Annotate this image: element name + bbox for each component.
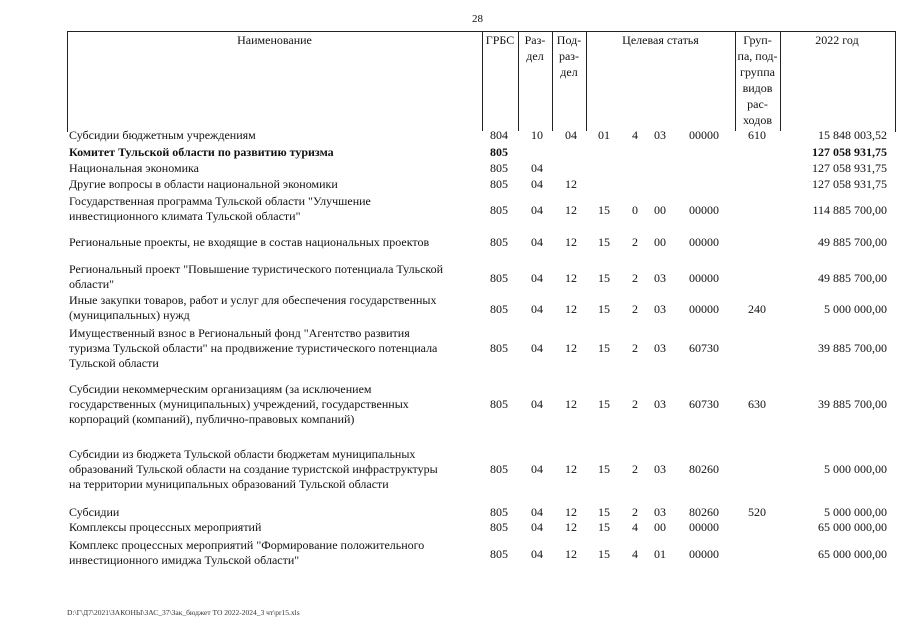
cell-podrazdel: 12 <box>565 271 577 285</box>
cell-cs1: 15 <box>598 520 610 534</box>
cell-sum: 15 848 003,52 <box>818 128 887 142</box>
cell-cs1: 15 <box>598 203 610 217</box>
row-name: Государственная программа Тульской области "Улучшение инвестиционного климата Тульской области" <box>69 194 371 223</box>
cell-podrazdel: 12 <box>565 397 577 411</box>
row-name: Региональный проект "Повышение туристического потенциала Тульской области" <box>69 262 444 291</box>
table-row <box>0 262 905 295</box>
cell-sum: 65 000 000,00 <box>818 547 887 561</box>
cell-podrazdel: 04 <box>565 128 577 142</box>
table-row <box>0 326 905 371</box>
cell-grbs: 805 <box>490 505 508 519</box>
cell-cs3: 00 <box>654 520 666 534</box>
cell-cs1: 15 <box>598 397 610 411</box>
table-row <box>0 382 905 427</box>
cell-razdel: 04 <box>531 520 543 534</box>
cell-grbs: 805 <box>490 235 508 249</box>
cell-cs1: 15 <box>598 462 610 476</box>
footer-file-path: D:\Г\Д7\2021\ЗАКОНЫ\ЗАС_37\Зак_бюджет ТО 2022-2024_3 чт\pr15.xls <box>67 608 300 617</box>
cell-cs2: 0 <box>632 203 638 217</box>
cell-sum: 39 885 700,00 <box>818 341 887 355</box>
cell-razdel: 04 <box>531 271 543 285</box>
cell-grbs: 805 <box>490 145 508 159</box>
cell-cs4: 00000 <box>689 128 719 142</box>
cell-grbs: 805 <box>490 397 508 411</box>
cell-grbs: 805 <box>490 547 508 561</box>
row-name: Субсидии бюджетным учреждениям <box>69 128 256 142</box>
cell-cs4: 00000 <box>689 271 719 285</box>
cell-cs3: 03 <box>654 341 666 355</box>
cell-grbs: 805 <box>490 203 508 217</box>
header-grbs: ГРБС <box>485 33 515 47</box>
cell-vid: 610 <box>748 128 766 142</box>
header-razdel: Раз- дел <box>524 33 546 63</box>
cell-sum: 49 885 700,00 <box>818 235 887 249</box>
cell-cs1: 15 <box>598 235 610 249</box>
row-name: Субсидии некоммерческим организациям (за исключением государственных (муниципальных) учреждений, государственных корпораций (компаний), публично-правовых компаний) <box>69 382 409 426</box>
cell-sum: 127 058 931,75 <box>812 161 887 175</box>
cell-grbs: 804 <box>490 128 508 142</box>
cell-cs2: 2 <box>632 341 638 355</box>
cell-cs3: 01 <box>654 547 666 561</box>
cell-cs1: 15 <box>598 271 610 285</box>
cell-sum: 65 000 000,00 <box>818 520 887 534</box>
table-row <box>0 161 905 176</box>
cell-grbs: 805 <box>490 341 508 355</box>
table-row <box>0 128 905 143</box>
table-row <box>0 293 905 326</box>
cell-podrazdel: 12 <box>565 462 577 476</box>
cell-podrazdel: 12 <box>565 341 577 355</box>
cell-sum: 5 000 000,00 <box>824 302 887 316</box>
cell-razdel: 04 <box>531 547 543 561</box>
row-name: Иные закупки товаров, работ и услуг для обеспечения государственных (муниципальных) нужд <box>69 293 437 322</box>
cell-cs2: 2 <box>632 302 638 316</box>
cell-grbs: 805 <box>490 462 508 476</box>
cell-grbs: 805 <box>490 302 508 316</box>
cell-cs4: 60730 <box>689 397 719 411</box>
header-podrazdel: Под- раз- дел <box>556 33 582 79</box>
cell-cs3: 03 <box>654 462 666 476</box>
row-name: Национальная экономика <box>69 161 199 175</box>
cell-cs1: 01 <box>598 128 610 142</box>
cell-cs4: 00000 <box>689 203 719 217</box>
row-name: Субсидии <box>69 505 120 519</box>
cell-podrazdel: 12 <box>565 177 577 191</box>
row-name: Комплексы процессных мероприятий <box>69 520 262 534</box>
cell-cs4: 00000 <box>689 547 719 561</box>
cell-cs3: 03 <box>654 271 666 285</box>
cell-cs4: 60730 <box>689 341 719 355</box>
cell-sum: 49 885 700,00 <box>818 271 887 285</box>
cell-cs3: 00 <box>654 203 666 217</box>
cell-vid: 630 <box>748 397 766 411</box>
cell-razdel: 04 <box>531 397 543 411</box>
cell-podrazdel: 12 <box>565 302 577 316</box>
cell-vid: 240 <box>748 302 766 316</box>
cell-cs1: 15 <box>598 341 610 355</box>
header-celevaya-statya: Целевая статья <box>622 33 699 47</box>
cell-sum: 5 000 000,00 <box>824 505 887 519</box>
row-name: Имущественный взнос в Региональный фонд "Агентство развития туризма Тульской области" на продвижение туристического потенциала Тульской области <box>69 326 438 370</box>
cell-razdel: 04 <box>531 203 543 217</box>
cell-cs4: 00000 <box>689 520 719 534</box>
cell-cs2: 2 <box>632 271 638 285</box>
cell-razdel: 04 <box>531 161 543 175</box>
table-row <box>0 538 905 571</box>
table-row <box>0 520 905 535</box>
cell-grbs: 805 <box>490 520 508 534</box>
cell-podrazdel: 12 <box>565 203 577 217</box>
cell-cs3: 03 <box>654 505 666 519</box>
cell-cs2: 4 <box>632 547 638 561</box>
header-vid-rashodov: Груп- па, под- группа видов рас- ходов <box>737 33 778 127</box>
cell-cs1: 15 <box>598 547 610 561</box>
page-number: 28 <box>472 13 483 25</box>
cell-cs3: 03 <box>654 397 666 411</box>
cell-cs2: 2 <box>632 462 638 476</box>
table-row <box>0 447 905 492</box>
header-year-2022: 2022 год <box>815 33 859 47</box>
cell-cs4: 80260 <box>689 505 719 519</box>
cell-razdel: 04 <box>531 302 543 316</box>
cell-grbs: 805 <box>490 161 508 175</box>
cell-cs3: 03 <box>654 128 666 142</box>
cell-razdel: 04 <box>531 177 543 191</box>
cell-sum: 127 058 931,75 <box>812 177 887 191</box>
row-name: Комитет Тульской области по развитию туризма <box>69 145 334 159</box>
cell-podrazdel: 12 <box>565 235 577 249</box>
row-name: Другие вопросы в области национальной экономики <box>69 177 338 191</box>
cell-cs2: 4 <box>632 520 638 534</box>
cell-cs4: 80260 <box>689 462 719 476</box>
cell-cs2: 2 <box>632 505 638 519</box>
table-row <box>0 194 905 227</box>
cell-podrazdel: 12 <box>565 520 577 534</box>
cell-grbs: 805 <box>490 271 508 285</box>
table-row <box>0 145 905 160</box>
cell-razdel: 04 <box>531 341 543 355</box>
cell-cs2: 4 <box>632 128 638 142</box>
table-row <box>0 177 905 192</box>
header-name: Наименование <box>237 33 312 47</box>
cell-vid: 520 <box>748 505 766 519</box>
cell-cs1: 15 <box>598 505 610 519</box>
row-name: Субсидии из бюджета Тульской области бюджетам муниципальных образований Тульской области на создание туристской инфраструктуры на территории муниципальных образований Тульской области <box>69 447 438 491</box>
cell-sum: 5 000 000,00 <box>824 462 887 476</box>
cell-podrazdel: 12 <box>565 505 577 519</box>
cell-cs3: 00 <box>654 235 666 249</box>
cell-razdel: 04 <box>531 235 543 249</box>
row-name: Региональные проекты, не входящие в состав национальных проектов <box>69 235 430 249</box>
cell-sum: 39 885 700,00 <box>818 397 887 411</box>
table-row <box>0 505 905 520</box>
cell-sum: 114 885 700,00 <box>812 203 887 217</box>
cell-cs2: 2 <box>632 397 638 411</box>
cell-cs2: 2 <box>632 235 638 249</box>
cell-cs4: 00000 <box>689 235 719 249</box>
cell-razdel: 04 <box>531 462 543 476</box>
cell-razdel: 04 <box>531 505 543 519</box>
row-name: Комплекс процессных мероприятий "Формирование положительного инвестиционного имиджа Тульской области" <box>69 538 425 567</box>
cell-razdel: 10 <box>531 128 543 142</box>
cell-podrazdel: 12 <box>565 547 577 561</box>
cell-cs1: 15 <box>598 302 610 316</box>
cell-cs4: 00000 <box>689 302 719 316</box>
cell-sum: 127 058 931,75 <box>812 145 887 159</box>
cell-grbs: 805 <box>490 177 508 191</box>
table-row <box>0 235 905 250</box>
cell-cs3: 03 <box>654 302 666 316</box>
